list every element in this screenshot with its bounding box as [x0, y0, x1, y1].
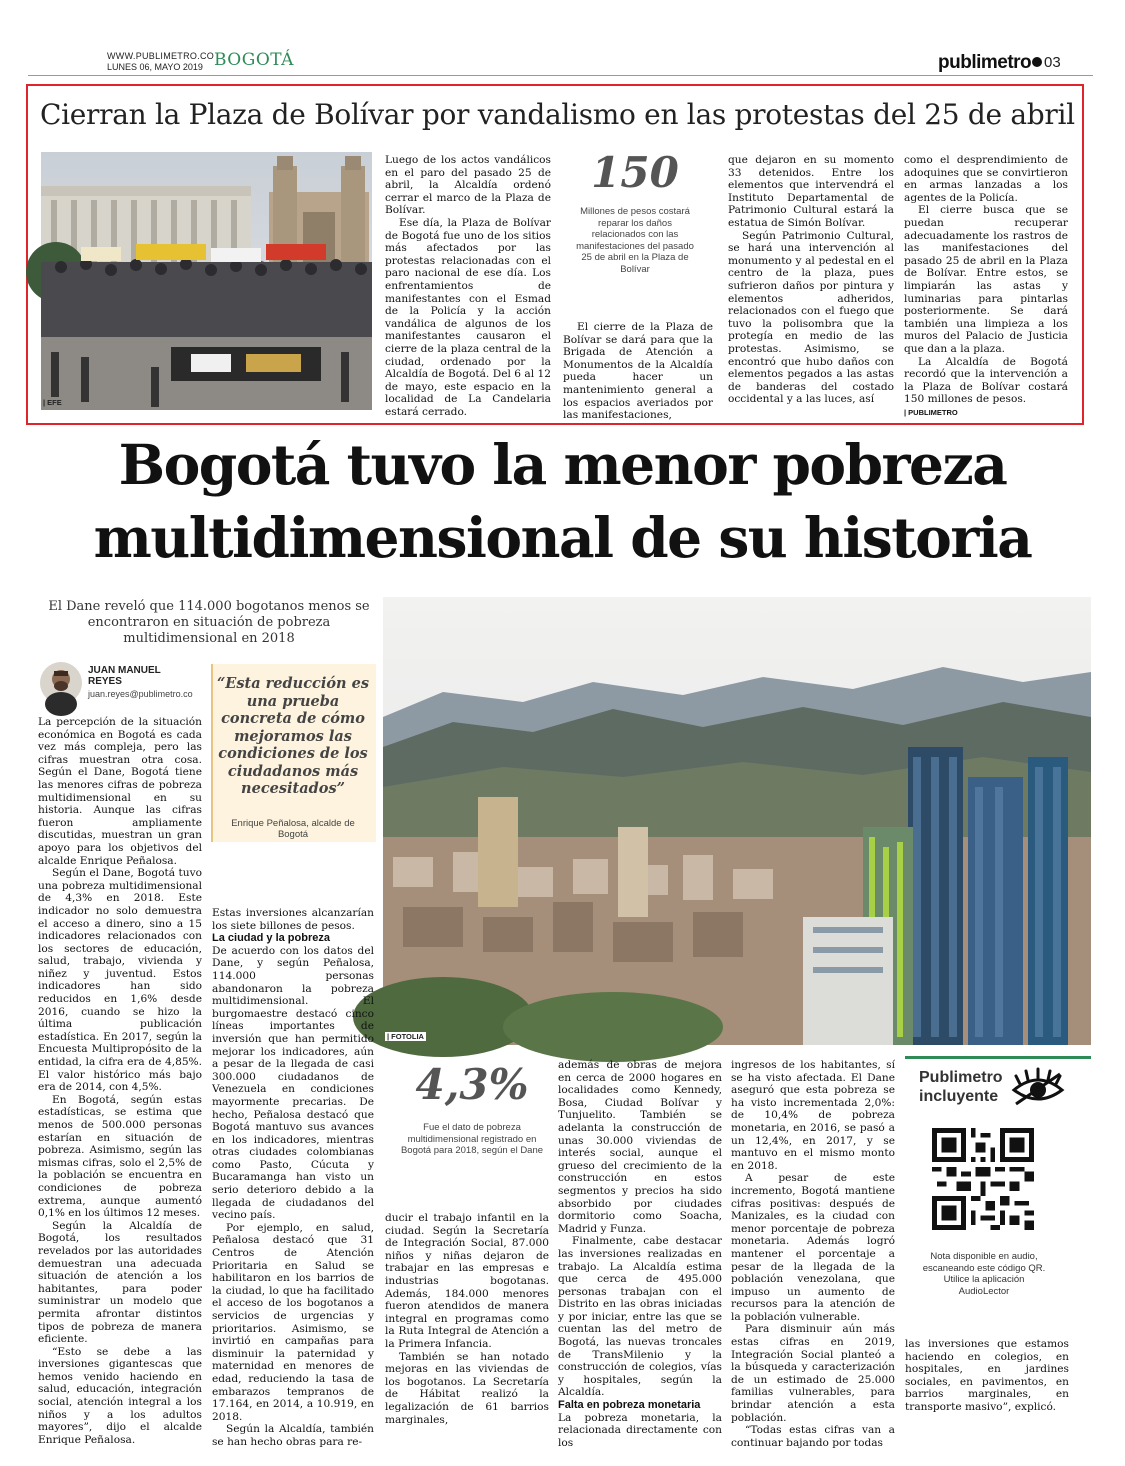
header-date: LUNES 06, MAYO 2019: [107, 62, 203, 72]
article1-col2-p1: El cierre de la Plaza de Bolívar se dará para que la Brigada de Atención a Monumentos de la Alcaldía pueda hacer un mantenimiento general a los espacios averiados por las manifestaciones,: [563, 321, 713, 422]
article2-col4-subhead: Falta en pobreza monetaria: [558, 1399, 701, 1412]
article2-col2-subhead: La ciudad y la pobreza: [212, 932, 330, 945]
article2-col2-p4: Según la Alcaldía, también se han hecho obras para re-: [212, 1423, 374, 1448]
quote-attribution: Enrique Peñalosa, alcalde de Bogotá: [231, 818, 355, 840]
article2-col4-p2: Finalmente, cabe destacar las inversiones realizadas en trabajo. La Alcaldía estima que cerca de 495.000 personas trabajan con el Distrito en las obras iniciadas y por iniciar, entre las que se cuentan las del metro de Bogotá, las nuevas troncales de TransMilenio y la construcción de colegios, vías y hospitales, según la Alcaldía.: [558, 1235, 722, 1399]
article1-photo-credit: | EFE: [43, 398, 62, 407]
article1-signature: | PUBLIMETRO: [904, 407, 958, 417]
article2-column-3: [385, 1212, 549, 1426]
article2-col1-p2: Según el Dane, Bogotá tuvo una pobreza multidimensional de 4,3% en 2018. Este indicador no solo demuestra el acceso a dinero, sino a 15 indicadores relacionados con los sectores de educación, salud, trabajo, vivienda y niñez y juventud. Estos indicadores han sido reducidos en 1,6% desde 2016, cuando se hizo la última publicación estadística. En 2017, según la Encuesta Multipropósito de la entidad, la cifra era de 4,85%. El valor histórico más bajo era de 2014, con 4,5%.: [38, 867, 202, 1094]
article2-stat-caption: Fue el dato de pobreza multidimensional registrado en Bogotá para 2018, según el Dane: [400, 1122, 544, 1156]
article2-col5-p2: A pesar de este incremento, Bogotá mantiene cifras positivas: después de Manizales, es la ciudad con menor porcentaje de pobreza monetaria. Además logró mantener el porcentaje a pesar de la llegada de la población venezolana, que impuso un aumento de recursos para la atención de la población vulnerable.: [731, 1172, 895, 1323]
article2-col2-p2: De acuerdo con los datos del Dane, y según Peñalosa, 114.000 personas abandonaron la pobreza multidimensional. El burgomaestre destacó cinco líneas importantes de inversión que han permitido mejorar los indicadores, aún a pesar de la llegada de casi 300.000 ciudadanos de Venezuela en condiciones mayormente precarias. De hecho, Peñalosa destacó que Bogotá mantuvo sus avances en los indicadores, mientras otras ciudades colombianas como Pasto, Cúcuta y Bucaramanga han visto un serio deterioro debido a la llegada de ciudadanos del vecino país.: [212, 944, 374, 1222]
article2-col4-p3: La pobreza monetaria, la relacionada directamente con los: [558, 1411, 722, 1449]
article2-col1-p5: “Esto se debe a las inversiones gigantescas que hemos venido haciendo en salud, educación, integración social, atención integral a los niños y a los adultos mayores”, dijo el alcalde Enrique Peñalosa.: [38, 1345, 202, 1446]
sidebar-title-line2: incluyente: [919, 1088, 999, 1105]
article2-deck: El Dane reveló que 114.000 bogotanos menos se encontraron en situación de pobreza multidimensional en 2018: [48, 599, 370, 646]
author-name: JUAN MANUEL REYES: [88, 665, 161, 687]
article1-col3-p1: que dejaron en su momento 33 detenidos. Entre los elementos que intervendrá el Instituto Departamental de Patrimonio Cultural estará la estatua de Simón Bolívar.: [728, 154, 894, 229]
logo-text: publimetro: [938, 52, 1032, 73]
article2-col1-p4: Según la Alcaldía de Bogotá, los resultados revelados por las autoridades demuestran una adecuada situación de atención a los habitantes, para poder suministrar un modelo que permita afrontar distintos tipos de pobreza de manera eficiente.: [38, 1219, 202, 1346]
article1-col1-p1: Luego de los actos vandálicos en el paro del pasado 25 de abril, la Alcaldía ordenó cerrar el marco de la Plaza de Bolívar.: [385, 154, 551, 217]
article1-col4-p3: La Alcaldía de Bogotá recordó que la intervención a la Plaza de Bolívar costará 150 millones de pesos.: [904, 355, 1068, 406]
logo-globe-icon: [1032, 57, 1042, 67]
article1-column-4: [904, 154, 1068, 417]
article2-headline-line1: Bogotá tuvo la menor pobreza: [118, 432, 1007, 497]
article1-col3-p2: Según Patrimonio Cultural, se hará una intervención al monumento y al pedestal en el centro de la plaza, pues sufrieron daños por pintura y elementos adheridos, relacionados con el fuego que tuvo la polisombra que la protegía en medio de las protestas. Asimismo, se encontró que hubo daños con elementos pegados a las astas de banderas del costado occidental y a las luces, así: [728, 229, 894, 406]
article2-col6-p1: las inversiones que estamos haciendo en colegios, en hospitales, en jardines sociales, en pavimentos, en barrios marginales, en transporte masivo”, explicó.: [905, 1338, 1069, 1413]
sidebar-title: [919, 1068, 1003, 1106]
article1-col4-p2: El cierre busca que se puedan recuperar adecuadamente los rastros de las manifestaciones del pasado 25 de abril en la Plaza de Bolívar. Entre estos, se limpiarán las astas y luminarias para pintarlas posteriormente. Se dará también una limpieza a los muros del Palacio de Justicia que dan a la plaza.: [904, 204, 1068, 355]
article2-col1-p3: En Bogotá, según estas estadísticas, se estima que menos de 500.000 personas estarían en situación de pobreza. Asimismo, según las mismas cifras, solo el 2,5% de la población se encuentra en condiciones de pobreza extrema, aunque aumentó 0,1% en los últimos 12 meses.: [38, 1093, 202, 1220]
article2-col3-p1: ducir el trabajo infantil en la ciudad. Según la Secretaría de Integración Social, 87.000 niños y niñas dejaron de trabajar en las empresas e industrias bogotanas. Además, 184.000 menores fueron atendidos de manera integral en programas como la Ruta Integral de Atención a la Primera Infancia.: [385, 1212, 549, 1350]
article2-col3-p2: También se han notado mejoras en las viviendas de los bogotanos. La Secretaría de Hábitat realizó la legalización de 61 barrios marginales,: [385, 1350, 549, 1426]
sidebar-note: Nota disponible en audio, escaneando este código QR. Utilice la aplicación AudioLector: [922, 1251, 1046, 1297]
article2-headline-line2: multidimensional de su historia: [93, 505, 1032, 570]
skyline-photo-credit: | FOTOLIA: [387, 1032, 424, 1041]
bogota-skyline-photo: [383, 597, 1091, 1045]
author-email: juan.reyes@publimetro.co: [88, 689, 193, 699]
publimetro-logo: [938, 52, 1042, 74]
article2-col2-p1: Estas inversiones alcanzarían los siete billones de pesos.: [212, 907, 374, 932]
eye-icon: [1010, 1068, 1066, 1108]
qr-code-icon[interactable]: [932, 1128, 1034, 1230]
article1-col1-p2: Ese día, la Plaza de Bolívar de Bogotá fue uno de los sitios más afectados por las protestas relacionadas con el paro nacional de ese día. Los enfrentamientos de manifestantes con el Esmad de la Policía y la acción vandálica de algunos de los manifestantes causaron el cierre de la plaza central de la ciudad, ordenado por la Alcaldía de Bogotá. Del 6 al 12 de mayo, este espacio en la localidad de La Candelaria estará cerrado.: [385, 216, 551, 418]
article2-col4-p1: además de obras de mejora en cerca de 2000 hogares en localidades como Kennedy, Bosa, Ciudad Bolívar y Tunjuelito. También se adelanta la construcción de unas 30.000 viviendas de interés social, aunque el grueso del crecimiento de la construcción en estos segmentos y precios ha sido absorbido por ciudades dormitorio como Soacha, Madrid y Funza.: [558, 1059, 722, 1235]
article1-headline: Cierran la Plaza de Bolívar por vandalismo en las protestas del 25 de abril: [40, 98, 1075, 131]
article2-col5-p4: “Todas estas cifras van a continuar bajando por todas: [731, 1424, 895, 1449]
article2-col1-p1: La percepción de la situación económica en Bogotá es cada vez más compleja, pero las cifras muestran otra cosa. Según el Dane, Bogotá tiene las menores cifras de pobreza multidimensional en su historia. Aunque las cifras fueron ampliamente discutidas, muestran un gran apoyo para los objetivos del alcalde Enrique Peñalosa.: [38, 716, 202, 867]
article2-column-4: [558, 1059, 722, 1449]
plaza-photo: [41, 152, 372, 410]
section-label: BOGOTÁ: [214, 50, 294, 70]
article2-column-6: [905, 1338, 1069, 1422]
article2-column-1: [38, 716, 202, 1446]
article2-col5-p3: Para disminuir aún más estas cifras en 2019, Integración Social planteó a la búsqueda y caracterización de un estimado de 25.000 familias vulnerables, para brindar atención a esta población.: [731, 1323, 895, 1424]
pull-quote: “Esta reducción es una prueba concreta de cómo mejoramos las condiciones de los ciudadanos más necesitados”: [216, 675, 370, 797]
page-number: 03: [1044, 54, 1061, 71]
article1-column-2: [563, 321, 713, 422]
article2-col5-p1: ingresos de los habitantes, sí se ha visto afectada. El Dane aseguró que esta pobreza se ha visto incrementada 2,0%: de 10,4% de pobreza monetaria, en 2016, se pasó a un 12,4%, en 2017, y se mantuvo en el mismo monto en 2018.: [731, 1059, 895, 1172]
author-avatar: [40, 662, 82, 704]
article1-column-3: [728, 154, 894, 412]
article1-column-1: [385, 154, 551, 418]
article2-col2-p3: Por ejemplo, en salud, Peñalosa destacó que 31 Centros de Atención Prioritaria en Salud se habilitaron en los barrios de la ciudad, lo que ha facilitado el acceso de los bogotanos a servicios de urgencias y prioritarios. Asimismo, se invirtió en campañas para disminuir la paternidad y maternidad en menores de edad, reduciendo la tasa de embarazos tempranos de 17.164, en 2014, a 10.919, en 2018.: [212, 1221, 374, 1423]
article2-column-5: [731, 1059, 895, 1449]
article2-column-2: [212, 907, 374, 1448]
article1-col4-p1: como el desprendimiento de adoquines que se convirtieron en armas lanzadas a los agentes de la Policía.: [904, 154, 1068, 204]
sidebar-title-line1: Publimetro: [919, 1069, 1003, 1086]
article1-stat-number: 150: [591, 148, 679, 197]
article1-stat-caption: Millones de pesos costará reparar los daños relacionados con las manifestaciones del pasado 25 de abril en la Plaza de Bolívar: [576, 206, 694, 275]
article2-stat-number: 4,3%: [415, 1060, 529, 1109]
header-website: WWW.PUBLIMETRO.CO: [107, 51, 215, 61]
header-rule: [28, 75, 1093, 76]
sidebar-top-rule: [905, 1056, 1091, 1059]
